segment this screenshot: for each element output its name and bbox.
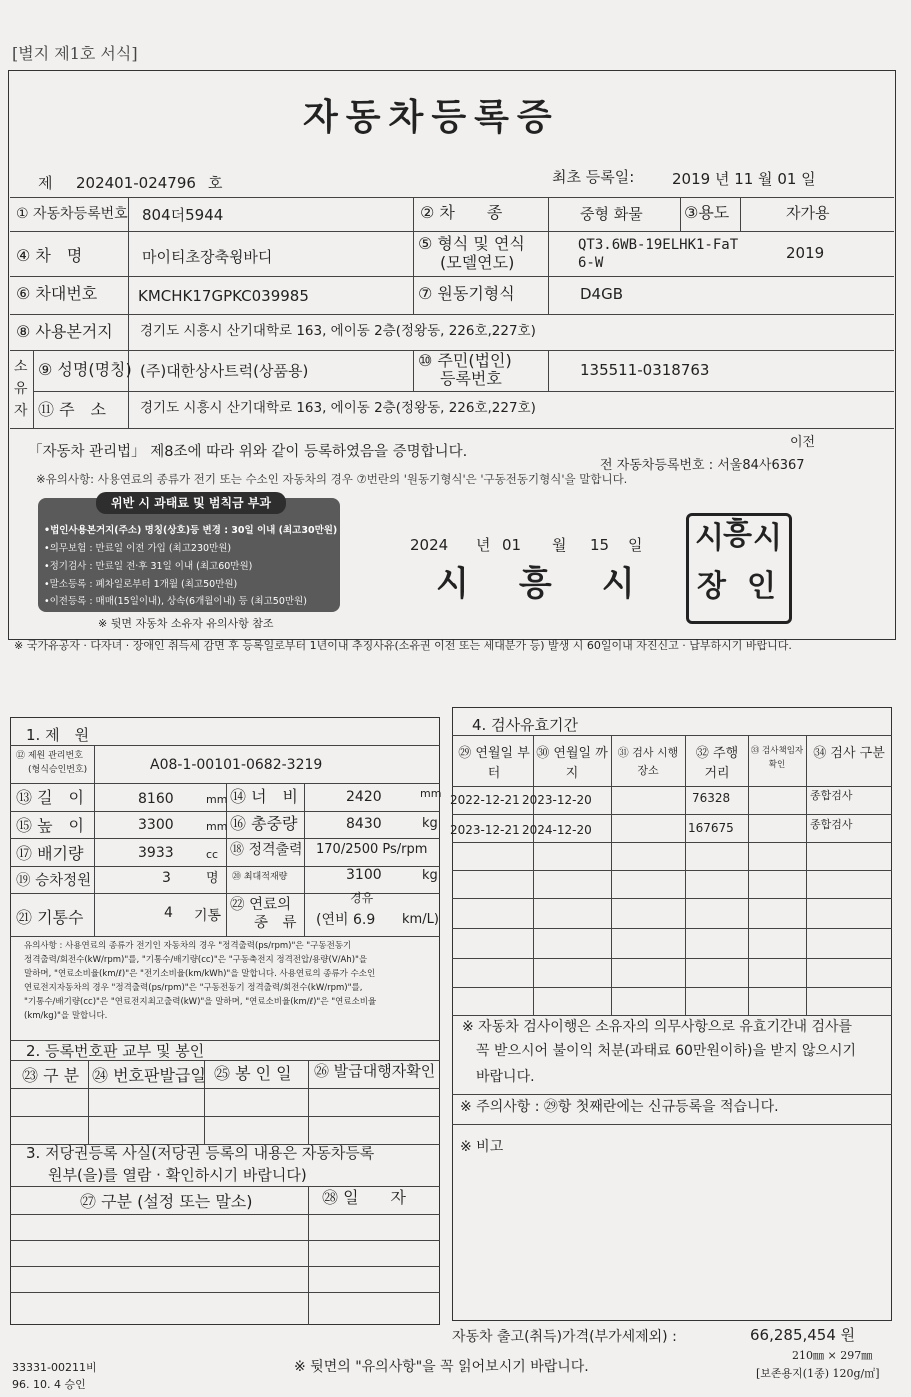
- spec-note-line: (km/kg)"을 말합니다.: [24, 1011, 108, 1021]
- grid-line: [10, 1240, 440, 1241]
- official-seal: [686, 513, 792, 624]
- issue-year-unit: 년: [476, 536, 491, 554]
- field-label: ⑦ 원동기형식: [418, 284, 515, 303]
- spec-label: ⑭ 너 비: [230, 787, 298, 806]
- spec-label: 종 류: [254, 915, 297, 931]
- field-label: ④ 차 명: [16, 246, 83, 265]
- issue-month: 01: [502, 536, 522, 554]
- issue-day-unit: 일: [628, 536, 643, 554]
- spec-value: 4: [164, 905, 173, 921]
- owner-label: 소유자: [14, 359, 28, 419]
- spec-value: 8160: [138, 791, 174, 807]
- spec-unit: kg: [422, 816, 438, 831]
- grid-line: [10, 428, 894, 429]
- inspection-cell: 종합검사: [810, 789, 853, 802]
- spec-unit: kg: [422, 868, 438, 883]
- inspection-cell: 76328: [692, 791, 731, 805]
- spec-label: ⑲ 승차정원: [16, 873, 92, 889]
- spec-label: ㉒ 연료의: [230, 897, 292, 913]
- plate-header: ㉔ 번호판발급일: [92, 1066, 206, 1085]
- spec-unit: mm: [206, 820, 228, 833]
- mortgage-header: ㉗ 구분 (설정 또는 말소): [80, 1192, 253, 1211]
- reg-no-label: 제: [38, 174, 53, 192]
- spec-unit: cc: [206, 848, 219, 861]
- plate-header: ㉓ 구 분: [22, 1066, 80, 1085]
- field-label: (모델연도): [440, 253, 515, 272]
- field-label: ⑩ 주민(법인): [418, 351, 512, 370]
- inspection-header: ㉜ 주행 거리: [695, 746, 739, 781]
- remark-label: ※ 비고: [460, 1139, 504, 1155]
- grid-line: [548, 197, 549, 314]
- penalty-header: 위반 시 과태료 및 범칙금 부과: [96, 492, 286, 514]
- spec-note-line: 유의사항 : 사용연료의 종류가 전기인 자동차의 경우 "정격출력(ps/rpm)"은 "구동전동기: [24, 941, 352, 951]
- grid-line: [452, 814, 892, 815]
- grid-line: [452, 1094, 892, 1095]
- mortgage-section-title: 원부(을)를 열람 · 확인하시기 바랍니다): [48, 1166, 307, 1184]
- grid-line: [611, 735, 612, 1015]
- grid-line: [10, 1266, 440, 1267]
- inspection-cell: 2022-12-21: [450, 793, 520, 807]
- spec-value: A08-1-00101-0682-3219: [150, 757, 323, 773]
- form-code: 33331-00211비: [12, 1361, 97, 1374]
- grid-line: [680, 197, 681, 231]
- field-label: ⑨ 성명(명칭): [38, 360, 132, 379]
- prev-label: 이전: [790, 435, 816, 450]
- seal-glyph: 인: [747, 569, 776, 604]
- spec-frame: [10, 717, 440, 1325]
- plate-section-title: 2. 등록번호판 교부 및 봉인: [26, 1042, 205, 1060]
- field-value: QT3.6WB-19ELHK1-FaT: [578, 237, 739, 253]
- inspection-header: ㉙ 연월일 부터: [458, 746, 530, 781]
- field-label: ③용도: [684, 203, 730, 222]
- penalty-line: •의무보험 : 만료일 이전 가입 (최고230만원): [44, 543, 232, 554]
- inspection-cell: 종합검사: [810, 818, 853, 831]
- spec-unit: mm: [420, 787, 442, 800]
- back-notice: ※ 뒷면의 "유의사항"을 꼭 읽어보시기 바랍니다.: [294, 1359, 589, 1375]
- grid-line: [452, 928, 892, 929]
- grid-line: [88, 1060, 89, 1144]
- reg-no-suffix: 호: [208, 174, 223, 192]
- grid-line: [10, 197, 894, 198]
- grid-line: [10, 1214, 440, 1215]
- spec-note-line: 정격출력/회전수(kW/rpm)"를, "기통수/배기량(cc)"은 "구동축전지 정격전압/용량(V/Ah)"을: [24, 955, 368, 965]
- spec-label: ⑮ 높 이: [16, 816, 84, 835]
- inspection-cell: 167675: [688, 821, 734, 835]
- grid-line: [10, 783, 440, 784]
- field-value: 마이티초장축윙바디: [142, 248, 273, 266]
- grid-line: [308, 1186, 309, 1325]
- seal-glyph: 장: [697, 569, 726, 604]
- inspection-notice: ※ 자동차 검사이행은 소유자의 의무사항으로 유효기간내 검사를: [462, 1019, 853, 1035]
- field-value: 자가용: [786, 204, 830, 222]
- grid-line: [748, 735, 749, 1015]
- field-value: KMCHK17GPKC039985: [138, 287, 309, 305]
- certification-text: 「자동차 관리법」 제8조에 따라 위와 같이 등록하였음을 증명합니다.: [28, 444, 468, 460]
- grid-line: [10, 893, 440, 894]
- mortgage-header: ㉘ 일 자: [322, 1188, 406, 1207]
- spec-label: (형식승인번호): [28, 765, 88, 775]
- spec-value: 8430: [346, 816, 382, 832]
- spec-value: 3: [162, 870, 171, 886]
- form-approval: 96. 10. 4 승인: [12, 1378, 86, 1391]
- reg-no: 202401-024796: [76, 174, 196, 192]
- field-value: 135511-0318763: [580, 361, 710, 379]
- grid-line: [94, 745, 95, 936]
- spec-unit: 명: [206, 871, 219, 886]
- field-label: 등록번호: [440, 369, 502, 388]
- inspection-caution: ※ 주의사항 : ㉙항 첫째란에는 신규등록을 적습니다.: [460, 1099, 779, 1115]
- grid-line: [452, 958, 892, 959]
- inspection-header: ㉞ 검사 구분: [813, 746, 885, 761]
- prev-reg-number: 전 자동차등록번호 : 서울84사6367: [600, 458, 805, 473]
- grid-line: [10, 314, 894, 315]
- grid-line: [10, 745, 440, 746]
- grid-line: [10, 1088, 440, 1089]
- field-label: ⑪ 주 소: [38, 400, 106, 419]
- spec-value: 3300: [138, 817, 174, 833]
- grid-line: [10, 1040, 440, 1041]
- grid-line: [452, 987, 892, 988]
- inspection-header: ㉛ 검사 시행장소: [617, 746, 679, 777]
- grid-line: [10, 811, 440, 812]
- spec-unit: km/L): [402, 912, 439, 927]
- spec-section-title: 1. 제 원: [26, 726, 90, 744]
- issuer-name: 시 흥 시: [436, 564, 643, 604]
- grid-line: [10, 276, 894, 277]
- grid-line: [304, 783, 305, 936]
- price-value: 66,285,454 원: [750, 1326, 856, 1344]
- grid-line: [308, 1060, 309, 1144]
- grid-line: [452, 898, 892, 899]
- field-label: ⑥ 차대번호: [16, 284, 98, 303]
- seal-glyph: 시: [753, 521, 782, 556]
- field-value: 중형 화물: [580, 205, 643, 223]
- field-label: ⑤ 형식 및 연식: [418, 234, 525, 253]
- plate-header: ㉕ 봉 인 일: [214, 1064, 292, 1083]
- grid-line: [10, 936, 440, 937]
- grid-line: [452, 786, 892, 787]
- seal-glyph: 흥: [723, 517, 752, 552]
- grid-line: [452, 735, 892, 736]
- grid-line: [548, 350, 549, 391]
- field-value: (주)대한상사트럭(상품용): [140, 362, 309, 380]
- grid-line: [413, 350, 414, 391]
- spec-note-line: 연료전지자동차의 경우 "정격출력(ps/rpm)"은 "구동전동기 정격출력/회전수(kW/rpm)"를,: [24, 983, 363, 993]
- spec-value: 170/2500 Ps/rpm: [316, 842, 428, 857]
- spec-value: (연비 6.9: [316, 912, 376, 928]
- field-value: 경기도 시흥시 산기대학로 163, 에이동 2층(정왕동, 226호,227호): [140, 323, 536, 339]
- grid-line: [33, 391, 894, 392]
- spec-value: 2420: [346, 789, 382, 805]
- inspection-notice: 꼭 받으시어 불이익 처분(과태료 60만원이하)을 받지 않으시기: [476, 1043, 857, 1059]
- spec-unit: 기통: [194, 908, 222, 924]
- spec-value: 3100: [346, 867, 382, 883]
- grid-line: [10, 231, 894, 232]
- spec-label: ⑬ 길 이: [16, 788, 84, 807]
- grid-line: [10, 1186, 440, 1187]
- field-value: 2019: [786, 244, 825, 262]
- spec-label: ⑱ 정격출력: [230, 842, 303, 858]
- inspection-notice: 바랍니다.: [476, 1069, 535, 1085]
- price-label: 자동차 출고(취득)가격(부가세제외) :: [452, 1329, 677, 1345]
- mortgage-section-title: 3. 저당권등록 사실(저당권 등록의 내용은 자동차등록: [26, 1144, 375, 1162]
- grid-line: [452, 1124, 892, 1125]
- inspection-header: ㉚ 연월일 까지: [536, 746, 608, 781]
- grid-line: [740, 197, 741, 231]
- field-value: 경기도 시흥시 산기대학로 163, 에이동 2층(정왕동, 226호,227호): [140, 400, 536, 416]
- inspection-section-title: 4. 검사유효기간: [472, 716, 579, 734]
- issue-year: 2024: [410, 536, 449, 554]
- paper-size: 210㎜ × 297㎜: [792, 1349, 873, 1362]
- grid-line: [128, 197, 129, 350]
- field-value: 804더5944: [142, 206, 224, 224]
- penalty-footnote: ※ 뒷면 자동차 소유자 유의사항 참조: [98, 617, 274, 630]
- first-reg-date: 2019 년 11 월 01 일: [672, 170, 816, 188]
- grid-line: [10, 1060, 440, 1061]
- spec-value: 3933: [138, 845, 174, 861]
- grid-line: [452, 842, 892, 843]
- tax-notice: ※ 국가유공자 · 다자녀 · 장애인 취득세 감면 후 등록일로부터 1년이내 추징사유(소유권 이전 또는 세대분가 등) 발생 시 60일이내 자진신고 · 납부하시기 바랍니다.: [14, 639, 792, 652]
- grid-line: [10, 838, 440, 839]
- spec-note-line: "기통수/배기량(cc)"은 "연료전지최고출력(kW)"을 말하며, "연료소비율(km/ℓ)"은 "연료소비율: [24, 997, 377, 1007]
- grid-line: [806, 735, 807, 1015]
- inspection-cell: 2024-12-20: [522, 823, 592, 837]
- grid-line: [452, 870, 892, 871]
- page-title: 자동차등록증: [303, 97, 560, 138]
- inspection-cell: 2023-12-20: [522, 793, 592, 807]
- fuel-caution: ※유의사항: 사용연료의 종류가 전기 또는 수소인 자동차의 경우 ⑦번란의 '원동기형식'은 '구동전동기형식'을 말합니다.: [36, 472, 628, 486]
- grid-line: [10, 1116, 440, 1117]
- penalty-line: •정기검사 : 만료일 전·후 31일 이내 (최고60만원): [44, 561, 253, 572]
- grid-line: [33, 350, 34, 428]
- grid-line: [413, 197, 414, 314]
- field-label: ⑧ 사용본거지: [16, 322, 113, 341]
- seal-glyph: 시: [695, 521, 724, 556]
- spec-label: ⑫ 제원 관리번호: [16, 751, 83, 761]
- spec-note-line: 말하며, "연료소비율(km/ℓ)"은 "전기소비율(km/kWh)"을 말합니다. 사용연료의 종류가 수소인: [24, 969, 376, 979]
- inspection-cell: 2023-12-21: [450, 823, 520, 837]
- field-value: D4GB: [580, 285, 624, 303]
- spec-value: 경유: [350, 891, 374, 905]
- paper-type: [보존용지(1종) 120g/㎡]: [756, 1367, 880, 1380]
- plate-header: ㉖ 발급대행자확인: [314, 1062, 436, 1080]
- inspection-header: ㉝ 검사책임자 확인: [750, 746, 804, 770]
- spec-label: ⑰ 배기량: [16, 844, 84, 863]
- spec-unit: mm: [206, 793, 228, 806]
- penalty-line: •말소등록 : 폐차일로부터 1개월 (최고50만원): [44, 579, 238, 590]
- field-value: 6-W: [578, 255, 604, 271]
- penalty-line: •이전등록 : 매매(15일이내), 상속(6개월이내) 등 (최고50만원): [44, 596, 307, 607]
- field-label: ② 차 종: [420, 203, 503, 222]
- issue-month-unit: 월: [552, 536, 567, 554]
- grid-line: [452, 1015, 892, 1016]
- spec-label: ㉑ 기통수: [16, 908, 84, 927]
- grid-line: [533, 735, 534, 1015]
- field-label: ① 자동차등록번호: [16, 206, 128, 222]
- grid-line: [10, 1292, 440, 1293]
- issue-day: 15: [590, 536, 610, 554]
- penalty-line: •법인사용본거지(주소) 명칭(상호)등 변경 : 30일 이내 (최고30만원): [44, 525, 338, 536]
- spec-label: ⑯ 총중량: [230, 814, 298, 833]
- penalty-notice: [38, 498, 340, 612]
- form-tag: [별지 제1호 서식]: [12, 44, 138, 63]
- spec-label: ⑳ 최대적재량: [232, 872, 288, 882]
- grid-line: [685, 735, 686, 1015]
- first-reg-label: 최초 등록일:: [552, 168, 635, 186]
